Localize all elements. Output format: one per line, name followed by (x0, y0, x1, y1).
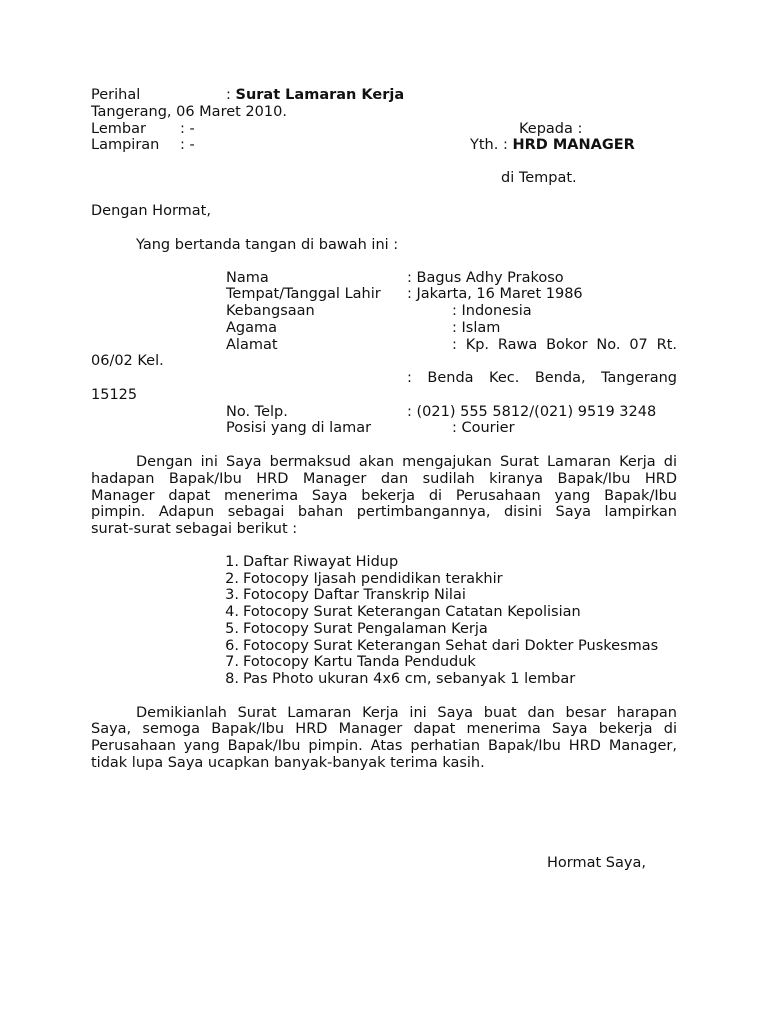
perihal-colon: : Surat Lamaran Kerja (226, 87, 405, 103)
lampiran-value: : - (180, 137, 195, 153)
agama-label: Agama (226, 320, 278, 336)
agama-value: : Islam (452, 320, 501, 336)
kepada-label: Kepada : (519, 121, 583, 137)
ttl-value: : Jakarta, 16 Maret 1986 (407, 286, 583, 302)
intro-text: Yang bertanda tangan di bawah ini : (136, 237, 399, 253)
list-item: 5. Fotocopy Surat Pengalaman Kerja (225, 621, 488, 637)
posisi-value: : Courier (452, 420, 515, 436)
lembar-value: : - (180, 121, 195, 137)
paragraph-1-line-1: Dengan ini Saya bermaksud akan mengajukan Surat Lamaran Kerja di (136, 454, 677, 470)
nama-value: : Bagus Adhy Prakoso (407, 270, 564, 286)
alamat-line-2: 06/02 Kel. (91, 353, 164, 369)
alamat-line-3: : Benda Kec. Benda, Tangerang (407, 370, 677, 386)
paragraph-2-line-4: tidak lupa Saya ucapkan banyak-banyak terima kasih. (91, 755, 485, 771)
perihal-subject: Surat Lamaran Kerja (235, 87, 405, 103)
kebangsaan-value: : Indonesia (452, 303, 532, 319)
list-item: 6. Fotocopy Surat Keterangan Sehat dari Dokter Puskesmas (225, 638, 659, 654)
alamat-label: Alamat (226, 337, 278, 353)
closing: Hormat Saya, (547, 855, 646, 871)
posisi-label: Posisi yang di lamar (226, 420, 372, 436)
lampiran-label: Lampiran (91, 137, 160, 153)
di-tempat: di Tempat. (501, 170, 577, 186)
recipient-title: HRD MANAGER (512, 137, 635, 153)
paragraph-2-line-1: Demikianlah Surat Lamaran Kerja ini Saya buat dan besar harapan (136, 705, 677, 721)
list-item: 4. Fotocopy Surat Keterangan Catatan Kepolisian (225, 604, 581, 620)
place-date: Tangerang, 06 Maret 2010. (91, 104, 287, 120)
perihal-label: Perihal (91, 87, 141, 103)
paragraph-1-line-2: hadapan Bapak/Ibu HRD Manager dan sudilah kiranya Bapak/Ibu HRD (91, 471, 677, 487)
ttl-label: Tempat/Tanggal Lahir (226, 286, 381, 302)
paragraph-1-line-3: Manager dapat menerima Saya bekerja di Perusahaan yang Bapak/Ibu (91, 488, 677, 504)
telp-label: No. Telp. (226, 404, 288, 420)
paragraph-2-line-2: Saya, semoga Bapak/Ibu HRD Manager dapat menerima Saya bekerja di (91, 721, 677, 737)
nama-label: Nama (226, 270, 269, 286)
list-item: 7. Fotocopy Kartu Tanda Penduduk (225, 654, 476, 670)
paragraph-1-line-4: pimpin. Adapun sebagai bahan pertimbangannya, disini Saya lampirkan (91, 504, 677, 520)
paragraph-1-line-5: surat-surat sebagai berikut : (91, 521, 298, 537)
alamat-line-1: : Kp. Rawa Bokor No. 07 Rt. (452, 337, 677, 353)
greeting: Dengan Hormat, (91, 203, 211, 219)
recipient-line: Yth. : HRD MANAGER (470, 137, 635, 153)
alamat-line-4: 15125 (91, 387, 138, 403)
kebangsaan-label: Kebangsaan (226, 303, 315, 319)
list-item: 8. Pas Photo ukuran 4x6 cm, sebanyak 1 lembar (225, 671, 576, 687)
list-item: 2. Fotocopy Ijasah pendidikan terakhir (225, 571, 503, 587)
lembar-label: Lembar (91, 121, 146, 137)
paragraph-2-line-3: Perusahaan yang Bapak/Ibu pimpin. Atas perhatian Bapak/Ibu HRD Manager, (91, 738, 677, 754)
list-item: 1. Daftar Riwayat Hidup (225, 554, 399, 570)
list-item: 3. Fotocopy Daftar Transkrip Nilai (225, 587, 466, 603)
telp-value: : (021) 555 5812/(021) 9519 3248 (407, 404, 657, 420)
